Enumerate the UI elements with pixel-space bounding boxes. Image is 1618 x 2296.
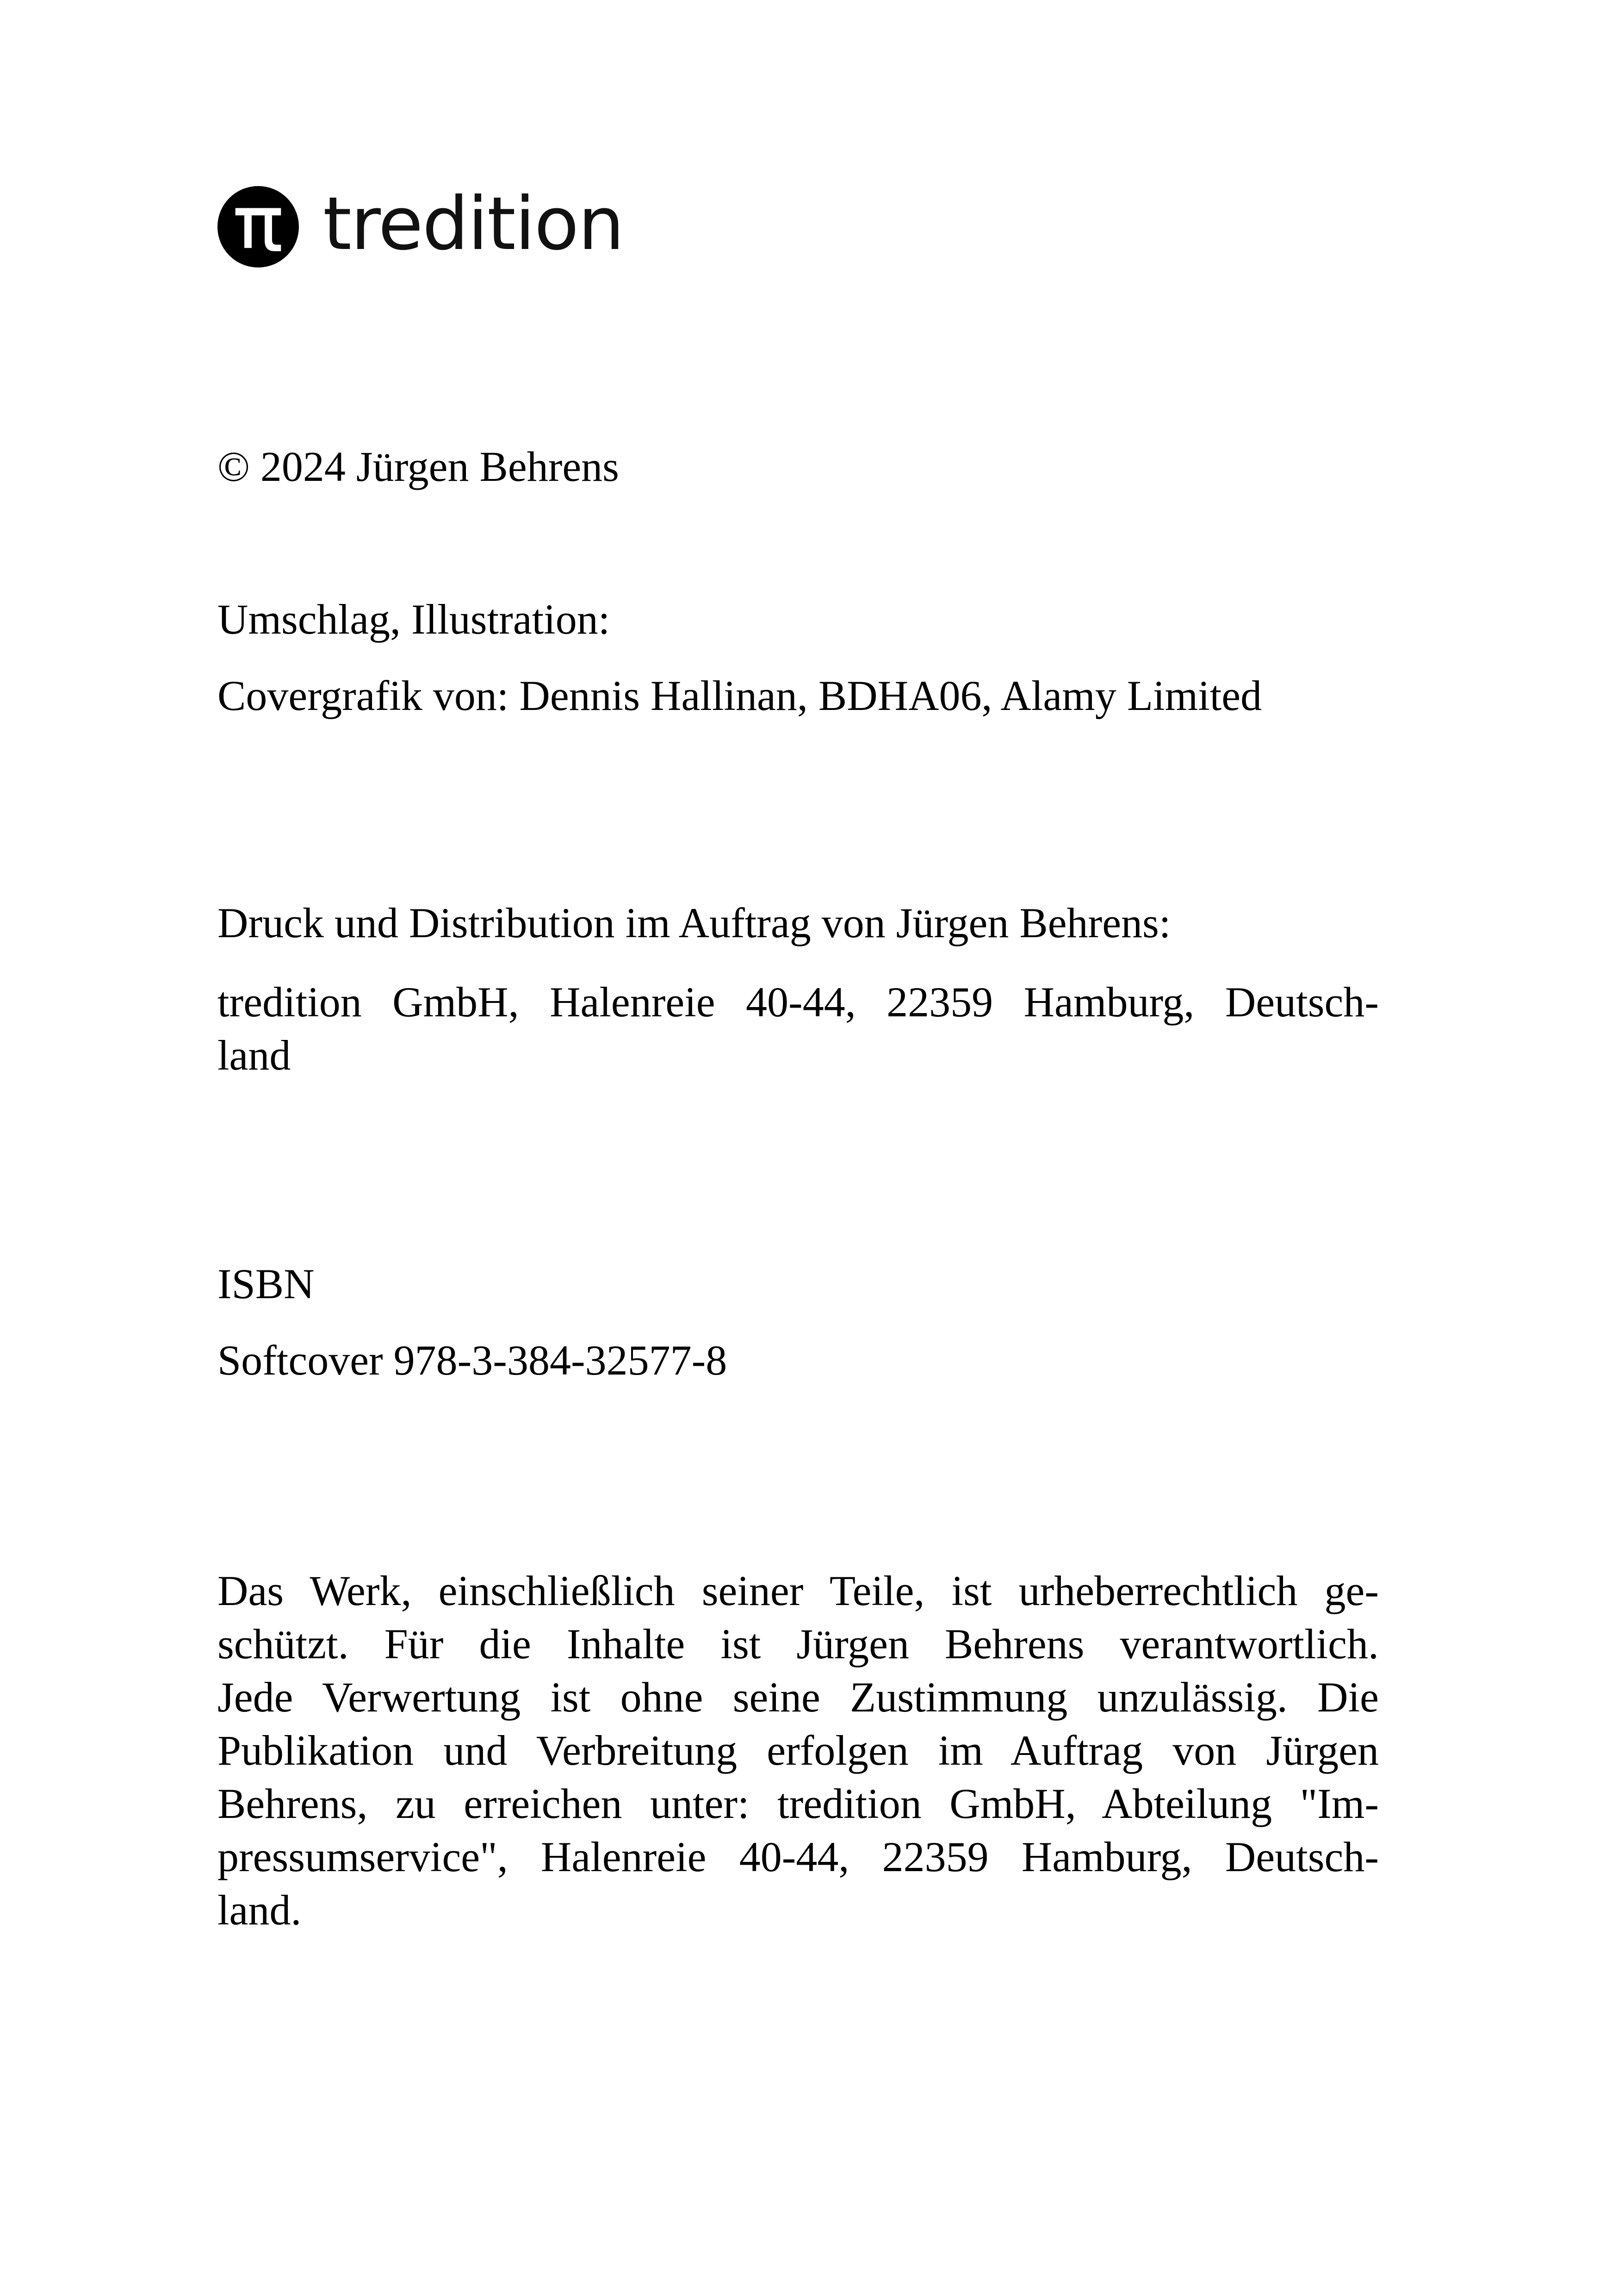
cover-label: Umschlag, Illustration:: [217, 596, 610, 643]
legal-line: Jede Verwertung ist ohne seine Zustimmung unzulässig. Die: [217, 1674, 1379, 1721]
printing-address-line-2: land: [217, 1032, 291, 1079]
printing-address: [217, 976, 1379, 1082]
legal-line: schützt. Für die Inhalte ist Jürgen Behrens verantwortlich.: [217, 1620, 1379, 1668]
copyright-line: © 2024 Jürgen Behrens: [217, 443, 619, 490]
legal-line: pressumservice", Halenreie 40-44, 22359 Hamburg, Deutsch-: [217, 1833, 1379, 1880]
cover-credit: Covergrafik von: Dennis Hallinan, BDHA06, Alamy Limited: [217, 672, 1262, 719]
printing-label: Druck und Distribution im Auftrag von Jürgen Behrens:: [217, 899, 1171, 946]
publisher-logo: [217, 181, 624, 268]
isbn-label: ISBN: [217, 1260, 315, 1307]
legal-notice: [217, 1564, 1379, 1937]
legal-line: Publikation und Verbreitung erfolgen im Auftrag von Jürgen: [217, 1727, 1379, 1774]
legal-line: Behrens, zu erreichen unter: tredition GmbH, Abteilung "Im-: [217, 1780, 1379, 1827]
publisher-wordmark: tredition: [323, 181, 624, 267]
isbn-softcover: Softcover 978-3-384-32577-8: [217, 1337, 727, 1384]
printing-address-line-1: tredition GmbH, Halenreie 40-44, 22359 Hamburg, Deutsch-: [217, 978, 1379, 1026]
legal-line: Das Werk, einschließlich seiner Teile, ist urheberrechtlich ge-: [217, 1567, 1379, 1614]
legal-line: land.: [217, 1886, 302, 1934]
tredition-logo-icon: [217, 186, 299, 268]
